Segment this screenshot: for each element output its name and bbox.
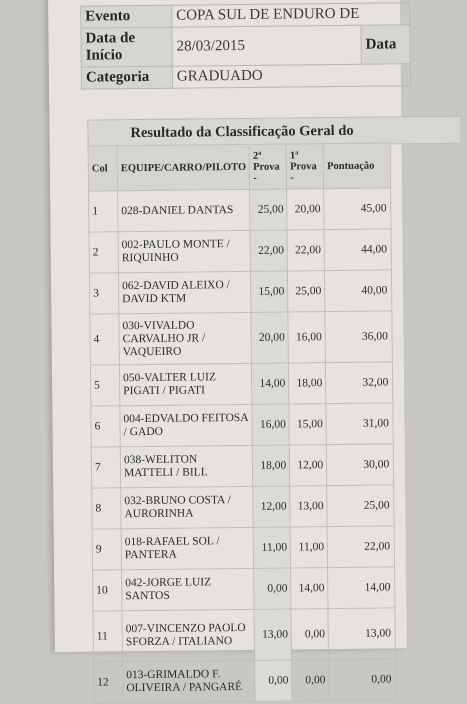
rank-cell: 7 [91, 447, 120, 488]
evento-value: COPA SUL DE ENDURO DE [172, 3, 410, 27]
table-row [93, 608, 396, 662]
evento-label: Evento [81, 5, 172, 28]
prova2-score-cell: 20,00 [251, 312, 289, 363]
prova2-score-cell: 11,00 [253, 527, 290, 568]
prova1-score-cell: 25,00 [288, 271, 325, 312]
team-cell: 050-VALTER LUIZ PIGATI / PIGATI [119, 363, 252, 405]
event-info-table [80, 2, 411, 89]
col-header: Col [88, 146, 117, 191]
prova1-score-cell: 15,00 [289, 404, 326, 445]
table-row [90, 362, 393, 406]
table-row [93, 567, 396, 611]
table-row [89, 270, 392, 314]
prova1-score-cell: 13,00 [290, 486, 327, 527]
team-cell: 002-PAULO MONTE / RIQUINHO [118, 230, 251, 272]
table-row [89, 188, 392, 232]
team-cell: 007-VINCENZO PAOLO SFORZA / ITALIANO [122, 609, 255, 661]
prova1-score-cell: 12,00 [290, 445, 327, 486]
printed-sheet [48, 0, 407, 695]
data-inicio-label: Data de Início [81, 27, 172, 67]
prova1-score-cell: 11,00 [290, 527, 327, 568]
prova2-score-cell: 12,00 [253, 486, 290, 527]
prova1-score-cell: 22,00 [287, 230, 324, 271]
data-inicio-value: 28/03/2015 [172, 25, 361, 66]
prova2-score-cell: 16,00 [252, 404, 289, 445]
prova1-score-cell: 18,00 [289, 363, 326, 404]
team-cell: 018-RAFAEL SOL / PANTERA [121, 527, 254, 569]
prova2-score-cell: 22,00 [250, 230, 287, 271]
table-row [90, 311, 393, 365]
date-row [81, 25, 410, 67]
results-header-row [88, 143, 391, 191]
prova2-score-cell: 14,00 [252, 363, 289, 404]
total-score-cell: 32,00 [326, 362, 393, 404]
team-cell: 030-VIVALDO CARVALHO JR / VAQUEIRO [119, 312, 252, 364]
rank-cell: 2 [89, 232, 118, 273]
total-score-cell: 25,00 [327, 485, 394, 527]
prova2-score-cell: 0,00 [254, 568, 291, 609]
prova2-score-cell: 18,00 [253, 445, 290, 486]
total-score-cell: 45,00 [324, 188, 391, 230]
category-row [81, 64, 410, 89]
data-extra-label: Data [361, 25, 410, 65]
prova2-score-cell: 0,00 [255, 660, 292, 701]
rank-cell: 3 [89, 273, 118, 314]
total-score-cell: 30,00 [327, 444, 394, 486]
rank-cell: 12 [94, 662, 123, 703]
total-score-cell: 31,00 [326, 403, 393, 445]
team-cell: 038-WELITON MATTELI / BILL [120, 445, 253, 487]
prova2-header: 2ª Prova - [249, 144, 286, 189]
team-cell: 013-GRIMALDO F. OLIVEIRA / PANGARÉ [123, 660, 256, 702]
total-score-cell: 40,00 [325, 270, 392, 312]
table-row [92, 485, 395, 529]
prova1-score-cell: 20,00 [287, 189, 324, 230]
results-table [88, 142, 397, 703]
table-row [89, 229, 392, 273]
prova2-score-cell: 15,00 [251, 271, 288, 312]
team-cell: 028-DANIEL DANTAS [118, 189, 251, 231]
categoria-label: Categoria [81, 66, 172, 89]
rank-cell: 5 [90, 365, 119, 406]
prova1-score-cell: 0,00 [292, 660, 329, 701]
results-body [89, 188, 397, 703]
prova1-header: 1ª Prova - [286, 144, 323, 189]
total-score-cell: 13,00 [328, 608, 396, 660]
rank-cell: 8 [92, 488, 121, 529]
total-score-cell: 0,00 [329, 659, 396, 701]
rank-cell: 4 [90, 314, 120, 365]
table-row [94, 659, 397, 703]
total-score-cell: 44,00 [324, 229, 391, 271]
total-score-cell: 14,00 [328, 567, 395, 609]
total-score-cell: 36,00 [325, 311, 393, 363]
results-title: Resultado da Classificação Geral do [87, 116, 461, 148]
table-row [91, 403, 394, 447]
table-row [91, 444, 394, 488]
categoria-value: GRADUADO [172, 64, 410, 88]
rank-cell: 9 [92, 529, 121, 570]
equipe-header: EQUIPE/CARRO/PILOTO [117, 144, 250, 190]
pontuacao-header: Pontuação [323, 143, 390, 189]
rank-cell: 11 [93, 611, 123, 662]
team-cell: 032-BRUNO COSTA / AURORINHA [121, 486, 254, 528]
team-cell: 004-EDVALDO FEITOSA / GADO [120, 404, 253, 446]
rank-cell: 10 [93, 570, 122, 611]
prova1-score-cell: 14,00 [291, 568, 328, 609]
prova1-score-cell: 16,00 [288, 312, 326, 363]
total-score-cell: 22,00 [327, 526, 394, 568]
prova2-score-cell: 13,00 [254, 609, 292, 660]
table-row [92, 526, 395, 570]
prova2-score-cell: 25,00 [250, 189, 287, 230]
team-cell: 062-DAVID ALEIXO / DAVID KTM [118, 271, 251, 313]
team-cell: 042-JORGE LUIZ SANTOS [122, 568, 255, 610]
rank-cell: 1 [89, 191, 118, 232]
rank-cell: 6 [91, 406, 120, 447]
prova1-score-cell: 0,00 [291, 609, 329, 660]
